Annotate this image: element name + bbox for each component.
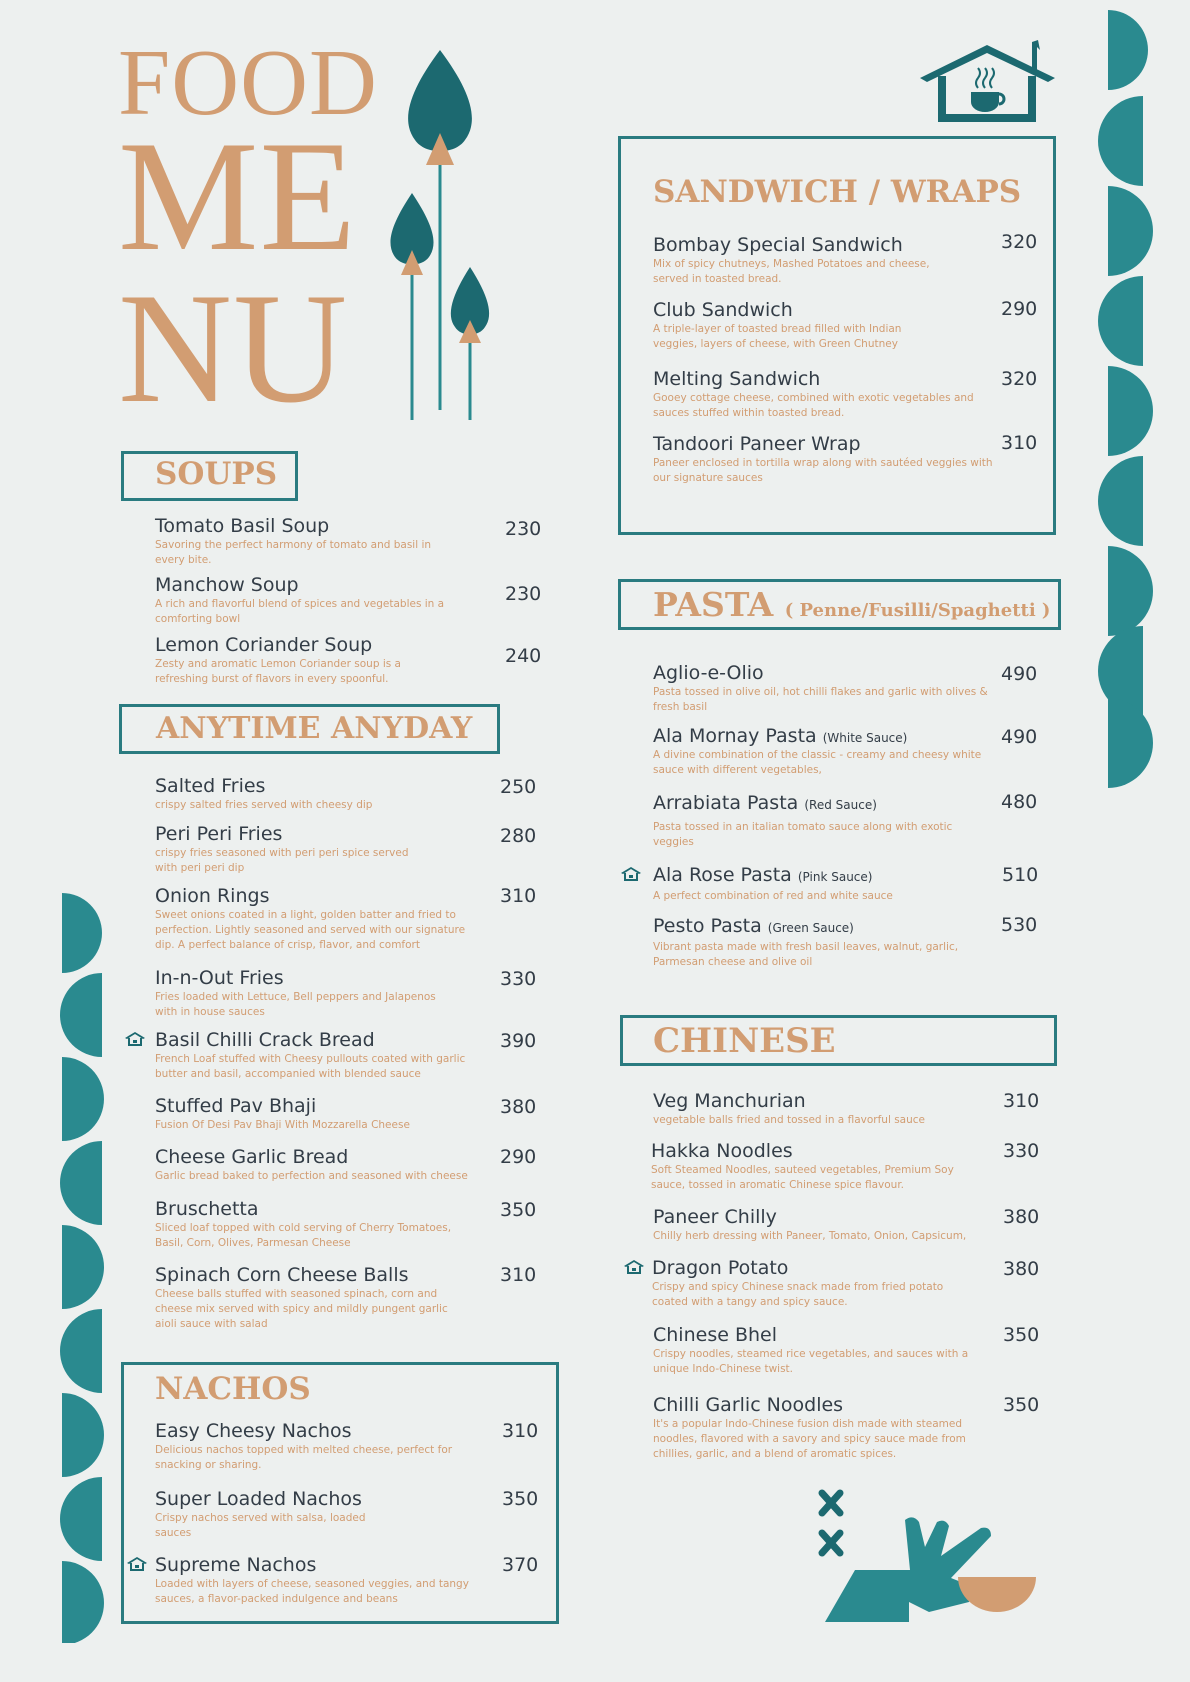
list-item — [155, 1420, 455, 1473]
pasta-title — [653, 585, 1050, 624]
item-name: Dragon Potato — [652, 1257, 789, 1279]
item-price: 310 — [1001, 432, 1038, 454]
house-marker-icon — [624, 1260, 644, 1275]
hand-bowl-icon — [810, 1485, 1050, 1640]
item-description: Delicious nachos topped with melted cheese, perfect for snacking or sharing. — [155, 1444, 453, 1471]
list-item — [155, 515, 455, 568]
list-item — [653, 433, 993, 486]
sauce-tag: (White Sauce) — [822, 731, 908, 745]
item-description: Pasta tossed in olive oil, hot chilli flakes and garlic with olives & fresh basil — [653, 686, 988, 713]
list-item — [155, 634, 455, 687]
list-item — [155, 1029, 475, 1082]
list-item — [652, 1257, 972, 1310]
list-item — [155, 574, 445, 627]
list-item — [653, 662, 1013, 715]
right-wave-decoration — [1068, 8, 1158, 798]
menu-title-me: ME — [118, 109, 357, 284]
item-description: Vibrant pasta made with fresh basil leaves, walnut, garlic, Parmesan cheese and olive oil — [653, 941, 959, 968]
item-description: Crispy and spicy Chinese snack made from fried potato coated with a tangy and spicy sauce. — [652, 1281, 944, 1308]
item-description: Sweet onions coated in a light, golden batter and fried to perfection. Lightly seasoned and served with our signature dip. A perfect balance of crisp, flavor, and comfort — [155, 909, 466, 951]
item-name: Club Sandwich — [653, 299, 793, 321]
house-marker-icon — [125, 1032, 145, 1047]
item-price: 320 — [1001, 368, 1038, 390]
item-price: 240 — [505, 645, 542, 667]
item-name: Onion Rings — [155, 885, 270, 907]
item-description: Zesty and aromatic Lemon Coriander soup is a refreshing burst of flavors in every spoonful. — [155, 658, 401, 685]
item-price: 390 — [500, 1030, 537, 1052]
item-description: Pasta tossed in an italian tomato sauce along with exotic veggies — [653, 821, 953, 848]
item-description: A divine combination of the classic - creamy and cheesy white sauce with different vegetables, — [653, 749, 982, 776]
item-description: Sliced loaf topped with cold serving of Cherry Tomatoes, Basil, Corn, Olives, Parmesan Cheese — [155, 1222, 452, 1249]
item-price: 320 — [1001, 231, 1038, 253]
item-description: A perfect combination of red and white sauce — [653, 890, 893, 902]
list-item — [653, 725, 993, 778]
house-marker-icon — [621, 867, 641, 882]
item-description: Chilly herb dressing with Paneer, Tomato, Onion, Capsicum, — [653, 1230, 967, 1242]
list-item — [155, 823, 425, 876]
list-item — [653, 915, 993, 970]
list-item — [155, 1198, 455, 1251]
sauce-tag: (Red Sauce) — [804, 798, 877, 812]
item-price: 480 — [1001, 791, 1038, 813]
item-name: Salted Fries — [155, 775, 266, 797]
item-price: 380 — [500, 1096, 537, 1118]
item-name: Bombay Special Sandwich — [653, 234, 903, 256]
item-name — [653, 864, 993, 886]
item-price: 350 — [502, 1488, 539, 1510]
item-name: Lemon Coriander Soup — [155, 634, 373, 656]
item-name — [653, 725, 993, 747]
list-item — [155, 775, 475, 813]
item-name: Veg Manchurian — [653, 1090, 806, 1112]
item-description: Loaded with layers of cheese, seasoned veggies, and tangy sauces, a flavor-packed indulgence and beans — [155, 1578, 469, 1605]
item-price: 250 — [500, 776, 537, 798]
list-item — [653, 1394, 998, 1462]
item-name-text: Ala Mornay Pasta — [653, 725, 817, 747]
pasta-subtitle: ( Penne/Fusilli/Spaghetti ) — [784, 600, 1051, 621]
item-name: Supreme Nachos — [155, 1554, 317, 1576]
item-name: Chinese Bhel — [653, 1324, 777, 1346]
item-name: Chilli Garlic Noodles — [653, 1394, 844, 1416]
item-price: 330 — [500, 968, 537, 990]
item-name: Easy Cheesy Nachos — [155, 1420, 352, 1442]
item-description: Fries loaded with Lettuce, Bell peppers and Jalapenos with in house sauces — [155, 991, 436, 1018]
item-description: Soft Steamed Noodles, sauteed vegetables, Premium Soy sauce, tossed in aromatic Chinese spice flavour. — [651, 1164, 954, 1191]
item-price: 310 — [500, 1264, 537, 1286]
item-name: In-n-Out Fries — [155, 967, 284, 989]
item-name: Super Loaded Nachos — [155, 1488, 362, 1510]
item-price: 350 — [500, 1199, 537, 1221]
item-name: Melting Sandwich — [653, 368, 821, 390]
item-description: French Loaf stuffed with Cheesy pullouts coated with garlic butter and basil, accompanied with blended sauce — [155, 1053, 466, 1080]
list-item — [653, 234, 953, 287]
list-item — [155, 1554, 475, 1607]
item-price: 350 — [1003, 1324, 1040, 1346]
item-description: Crispy nachos served with salsa, loaded sauces — [155, 1512, 366, 1539]
menu-title-food: FOOD — [118, 31, 378, 135]
item-price: 310 — [500, 885, 537, 907]
item-price: 310 — [1003, 1090, 1040, 1112]
list-item — [653, 1206, 1003, 1244]
item-price: 380 — [1003, 1206, 1040, 1228]
item-price: 510 — [1002, 864, 1039, 886]
item-name-text: Aglio-e-Olio — [653, 662, 764, 684]
chinese-title: CHINESE — [653, 1021, 836, 1061]
item-description: Mix of spicy chutneys, Mashed Potatoes and cheese, served in toasted bread. — [653, 258, 930, 285]
item-name-text: Ala Rose Pasta — [653, 864, 792, 886]
soups-title: SOUPS — [155, 456, 278, 492]
leaf-arrow-icon — [380, 45, 510, 425]
item-description: Paneer enclosed in tortilla wrap along with sautéed veggies with our signature sauces — [653, 457, 993, 484]
item-description: crispy fries seasoned with peri peri spice served with peri peri dip — [155, 847, 409, 874]
item-description: Garlic bread baked to perfection and seasoned with cheese — [155, 1170, 468, 1182]
item-price: 330 — [1003, 1140, 1040, 1162]
pasta-title-text: PASTA — [653, 585, 774, 624]
list-item — [155, 1146, 475, 1184]
item-name: Spinach Corn Cheese Balls — [155, 1264, 409, 1286]
list-item — [651, 1140, 991, 1193]
item-price: 490 — [1001, 726, 1038, 748]
list-item — [155, 1264, 465, 1332]
item-price: 230 — [505, 583, 542, 605]
sandwich-title: SANDWICH / WRAPS — [653, 174, 1022, 210]
item-name: Tandoori Paneer Wrap — [653, 433, 861, 455]
item-price: 350 — [1003, 1394, 1040, 1416]
item-name: Paneer Chilly — [653, 1206, 777, 1228]
item-name — [653, 792, 993, 814]
item-description: A rich and flavorful blend of spices and vegetables in a comforting bowl — [155, 598, 445, 625]
list-item — [653, 864, 993, 904]
item-description: Crispy noodles, steamed rice vegetables, and sauces with a unique Indo-Chinese twist. — [653, 1348, 969, 1375]
list-item — [653, 299, 943, 352]
menu-title-nu: NU — [118, 261, 349, 436]
list-item — [653, 792, 993, 850]
item-name: Bruschetta — [155, 1198, 259, 1220]
item-name: Tomato Basil Soup — [155, 515, 330, 537]
item-price: 230 — [505, 518, 542, 540]
item-description: Gooey cottage cheese, combined with exotic vegetables and sauces stuffed within toasted bread. — [653, 392, 974, 419]
item-price: 380 — [1003, 1258, 1040, 1280]
nachos-title: NACHOS — [155, 1371, 311, 1407]
item-description: Savoring the perfect harmony of tomato and basil in every bite. — [155, 539, 432, 566]
item-description: Fusion Of Desi Pav Bhaji With Mozzarella Cheese — [155, 1119, 410, 1131]
item-description: Cheese balls stuffed with seasoned spinach, corn and cheese mix served with spicy and mildly pungent garlic aioli sauce with salad — [155, 1288, 448, 1330]
list-item — [155, 967, 455, 1020]
list-item — [653, 1324, 998, 1377]
item-price: 290 — [1001, 298, 1038, 320]
item-name: Stuffed Pav Bhaji — [155, 1095, 317, 1117]
house-marker-icon — [127, 1557, 147, 1572]
item-price: 280 — [500, 825, 537, 847]
item-description: vegetable balls fried and tossed in a flavorful sauce — [653, 1114, 925, 1126]
anytime-title: ANYTIME ANYDAY — [156, 711, 473, 746]
list-item — [155, 1488, 385, 1541]
item-name-text: Arrabiata Pasta — [653, 792, 799, 814]
left-wave-decoration — [20, 893, 110, 1643]
item-price: 530 — [1001, 914, 1038, 936]
item-description: crispy salted fries served with cheesy dip — [155, 799, 373, 811]
item-description: A triple-layer of toasted bread filled with Indian veggies, layers of cheese, with Green Chutney — [653, 323, 902, 350]
item-name-text: Pesto Pasta — [653, 915, 762, 937]
house-cup-icon — [920, 40, 1055, 125]
item-name: Cheese Garlic Bread — [155, 1146, 349, 1168]
item-price: 370 — [502, 1554, 539, 1576]
list-item — [653, 1090, 993, 1128]
sauce-tag: (Green Sauce) — [767, 921, 854, 935]
item-price: 310 — [502, 1420, 539, 1442]
item-name — [653, 662, 1013, 684]
list-item — [155, 1095, 475, 1133]
sauce-tag: (Pink Sauce) — [797, 870, 873, 884]
item-name: Basil Chilli Crack Bread — [155, 1029, 375, 1051]
item-name: Manchow Soup — [155, 574, 299, 596]
item-price: 490 — [1001, 663, 1038, 685]
item-price: 290 — [500, 1146, 537, 1168]
item-name: Hakka Noodles — [651, 1140, 793, 1162]
item-name: Peri Peri Fries — [155, 823, 283, 845]
item-description: It's a popular Indo-Chinese fusion dish made with steamed noodles, flavored with a savory and spicy sauce made from chillies, garlic, and a blend of aromatic spices. — [653, 1418, 966, 1460]
item-name — [653, 915, 993, 937]
list-item — [653, 368, 993, 421]
list-item — [155, 885, 485, 953]
